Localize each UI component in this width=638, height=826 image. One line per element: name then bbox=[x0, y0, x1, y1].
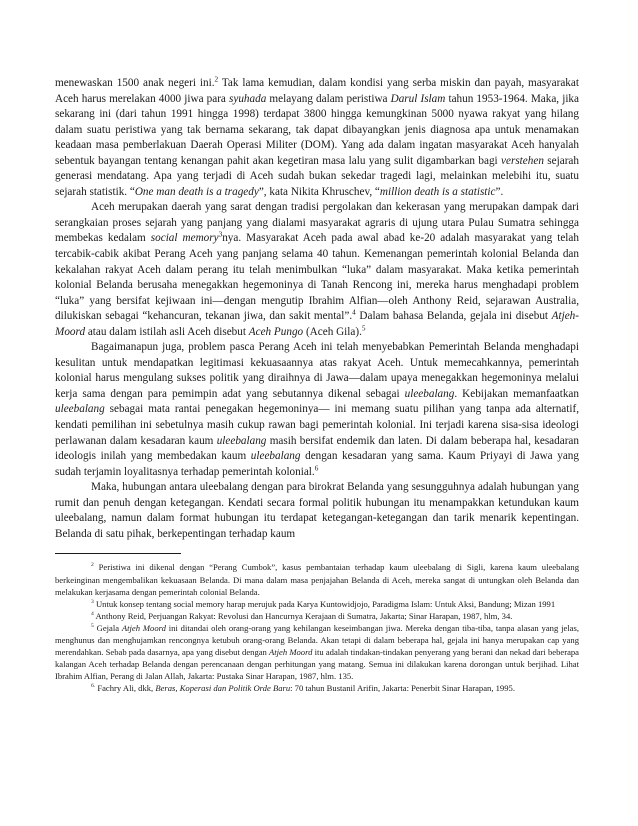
text-run: ”. bbox=[495, 185, 504, 198]
body-text bbox=[55, 76, 579, 542]
text-run: Maka, hubungan antara uleebalang dengan para birokrat Belanda yang sesungguhnya adalah hubungan yang rumit dan penuh dengan ketegangan. Kendati secara formal politik hubungan itu menampakkan ketundukan kaum uleebalang, namun dalam format hubungan itu terdapat ketegangan-ketegangan dan tarik menarik kepentingan. Belanda di satu pihak, berkepentingan terhadap kaum bbox=[55, 481, 579, 540]
italic-text: social memory bbox=[150, 232, 219, 245]
footnote-ref: 3 bbox=[218, 230, 223, 239]
italic-text: Aceh Pungo bbox=[248, 325, 304, 338]
text-run: Anthony Reid, Perjuangan Rakyat: Revolusi dan Hancurnya Kerajaan di Sumatra, Jakarta; Sinar Harapan, 1987, hlm, 34. bbox=[93, 610, 513, 621]
footnote-3 bbox=[55, 598, 579, 610]
text-run: melayang dalam peristiwa bbox=[266, 92, 391, 105]
italic-text: uleebalang bbox=[250, 450, 301, 463]
text-run: (Aceh Gila). bbox=[303, 325, 362, 338]
text-run: Fachry Ali, dkk, bbox=[95, 683, 156, 694]
italic-text: One man death is a tragedy bbox=[134, 185, 259, 198]
italic-text: Darul Islam bbox=[390, 92, 446, 105]
footnote-ref: 3 bbox=[91, 598, 94, 605]
footnote-2 bbox=[55, 561, 579, 597]
footnote-ref: 4 bbox=[91, 610, 94, 617]
text-run: atau dalam istilah asli Aceh disebut bbox=[85, 325, 249, 338]
italic-text: syuhada bbox=[229, 92, 267, 105]
text-run: Bagaimanapun juga, problem pasca Perang Aceh ini telah menyebabkan Pemerintah Belanda menghadapi kesulitan untuk mendapatkan legitimasi kekuasaannya atas rakyat Aceh. Untuk memecahkannya, pemerintah kolonial harus mengulang sukses politik yang diraihnya di Jawa—dalam upaya menegakkan hegemoninya melalui kerja sama dengan para pemimpin adat yang sebutannya dikenal sebagai bbox=[55, 341, 579, 400]
italic-text: Atjeh-Moord bbox=[55, 310, 579, 338]
footnote-6 bbox=[55, 682, 579, 694]
paragraph-3 bbox=[55, 340, 579, 480]
italic-text: Atjeh Moord bbox=[121, 622, 166, 633]
text-run: Peristiwa ini dikenal dengan “Perang Cumbok”, kasus pembantaian terhadap kaum uleebalang di Sigli, karena kaum uleebalang berkeinginan mengembalikan kekuasaan Belanda. Di mana dalam masa penjajahan Belanda di Aceh, mereka sangat di untungkan oleh Belanda dan melakukan kerjasama dengan pemerintah colonial Belanda. bbox=[55, 562, 579, 597]
italic-text: million death is a statistic bbox=[379, 185, 496, 198]
italic-text: uleebalang bbox=[55, 403, 105, 416]
footnote-divider bbox=[55, 553, 181, 554]
text-run: Gejala bbox=[93, 622, 122, 633]
paragraph-2 bbox=[55, 200, 579, 340]
text-run: Tak lama kemudian, dalam kondisi yang serba miskin dan payah, masyarakat Aceh harus merelakan 4000 jiwa para bbox=[55, 77, 579, 105]
footnote-ref: 5 bbox=[91, 623, 94, 630]
text-run: tahun 1953-1964. Maka, jika sekarang ini (dari tahun 1991 hingga 1998) terdapat 3800 hingga kemungkinan 5000 nyawa rakyat yang hilang dalam suatu peristiwa yang tak bernama sekarang, tak dapat dibayangkan jenis diagnosa apa untuk menamakan keadaan masa pemberlakuan Daerah Operasi Militer (DOM). Yang ada dalam ingatan masyarakat Aceh hanyalah sebentuk bayangan tentang kenangan pahit akan kegetiran masa lalu yang sulit digambarkan bagi bbox=[55, 92, 579, 167]
footnote-5 bbox=[55, 622, 579, 682]
text-run: . Kebijakan memanfaatkan bbox=[454, 387, 579, 400]
text-run: : 70 tahun Bustanil Arifin, Jakarta: Penerbit Sinar Harapan, 1995. bbox=[290, 683, 515, 694]
footnotes bbox=[55, 561, 579, 694]
italic-text: uleebalang bbox=[404, 387, 455, 400]
italic-text: uleebalang bbox=[216, 434, 267, 447]
text-run: sebagai mata rantai penegakan hegemoninya— ini memang suatu pilihan yang tanpa ada alternatif, kendati pemilihan ini sebetulnya masih cukup rawan bagi pemerintah kolonial. Ini terjadi karena sisa-sisa ideologi perlawanan dalam kesadaran kaum bbox=[55, 403, 579, 447]
text-run: itu adalah tindakan-tindakan penyerang yang berani dan nekad dari beberapa kalangan Aceh terhadap Belanda dengan perencanaan dengan perhitungan yang matang. Semua ini dilakukan karena dorongan untuk berjihad. Lihat Ibrahim Alfian, Perang di Jalan Allah, Jakarta: Pustaka Sinar Harapan, 1987, hlm. 135. bbox=[55, 647, 579, 682]
italic-text: verstehen bbox=[501, 154, 544, 167]
footnote-ref: 5 bbox=[361, 324, 366, 333]
document-page bbox=[55, 76, 579, 694]
paragraph-4 bbox=[55, 480, 579, 542]
text-run: sejarah generasi mendatang. Apa yang terjadi di Aceh sudah bukan sekedar tragedi lagi, melainkan melebihi itu, suatu sejarah statistik. “ bbox=[55, 154, 579, 198]
text-run: nya. Masyarakat Aceh pada awal abad ke-20 adalah masyarakat yang telah tercabik-cabik akibat Perang Aceh yang panjang selama 40 tahun. Kemenangan pemerintah kolonial Belanda dan kekalahan rakyat Aceh dalam perang itu telah menimbulkan “luka” dalam masyarakat. Maka ketika pemerintah kolonial Belanda berusaha menegakkan hegemoninya di Tanah Rencong ini, mereka harus menghadapi problem “luka” yang bersifat kejiwaan ini—dengan mengutip Ibrahim Alfian—oleh Anthony Reid, sejarawan Australia, dilukiskan sebagai “kehancuran, tekanan jiwa, dan sakit mental”. bbox=[55, 232, 579, 323]
text-run: Untuk konsep tentang social memory harap merujuk pada Karya Kuntowidjojo, Paradigma Islam: Untuk Aksi, Bandung; Mizan 1991 bbox=[93, 598, 556, 609]
footnote-ref: 4 bbox=[352, 308, 356, 317]
italic-text: Beras, Koperasi dan Politik Orde Baru bbox=[155, 683, 291, 694]
footnote-ref: 6 bbox=[314, 463, 319, 472]
footnote-4 bbox=[55, 610, 579, 622]
text-run: dengan kesadaran yang sama. Kaum Priyayi di Jawa yang sudah terjamin loyalitasnya terhadap pemerintah kolonial. bbox=[55, 450, 579, 478]
footnote-ref: 2 bbox=[214, 75, 219, 84]
footnote-ref: 2 bbox=[91, 562, 94, 569]
text-run: ”, kata Nikita Khruschev, “ bbox=[258, 185, 380, 198]
text-run: masih bersifat endemik dan laten. Di dalam beberapa hal, kesadaran ideologis inilah yang membedakan kaum bbox=[55, 434, 579, 463]
text-run: menewaskan 1500 anak negeri ini. bbox=[55, 77, 215, 89]
footnote-ref: 6. bbox=[91, 683, 96, 690]
text-run: Aceh merupakan daerah yang sarat dengan tradisi pergolakan dan kekerasan yang merupakan dampak dari serangkaian proses sejarah yang panjang yang dialami masyarakat agraris di ujung utara Pulau Sumatra sehingga membekas kedalam bbox=[55, 201, 579, 245]
paragraph-1 bbox=[55, 76, 579, 200]
text-run: ini ditandai oleh orang-orang yang kehilangan keseimbangan jiwa. Mereka dengan tiba-tiba, tanpa alasan yang jelas, menghunus dan menghujamkan rencongnya ketubuh orang-orang Belanda. Akan tetapi di dalam beberapa hal, gejala ini hanya merupakan cap yang merendahkan. Sebab pada dasarnya, apa yang disebut dengan bbox=[55, 622, 579, 658]
text-run: Dalam bahasa Belanda, gejala ini disebut bbox=[355, 310, 552, 323]
italic-text: Atjeh Moord bbox=[269, 647, 313, 658]
